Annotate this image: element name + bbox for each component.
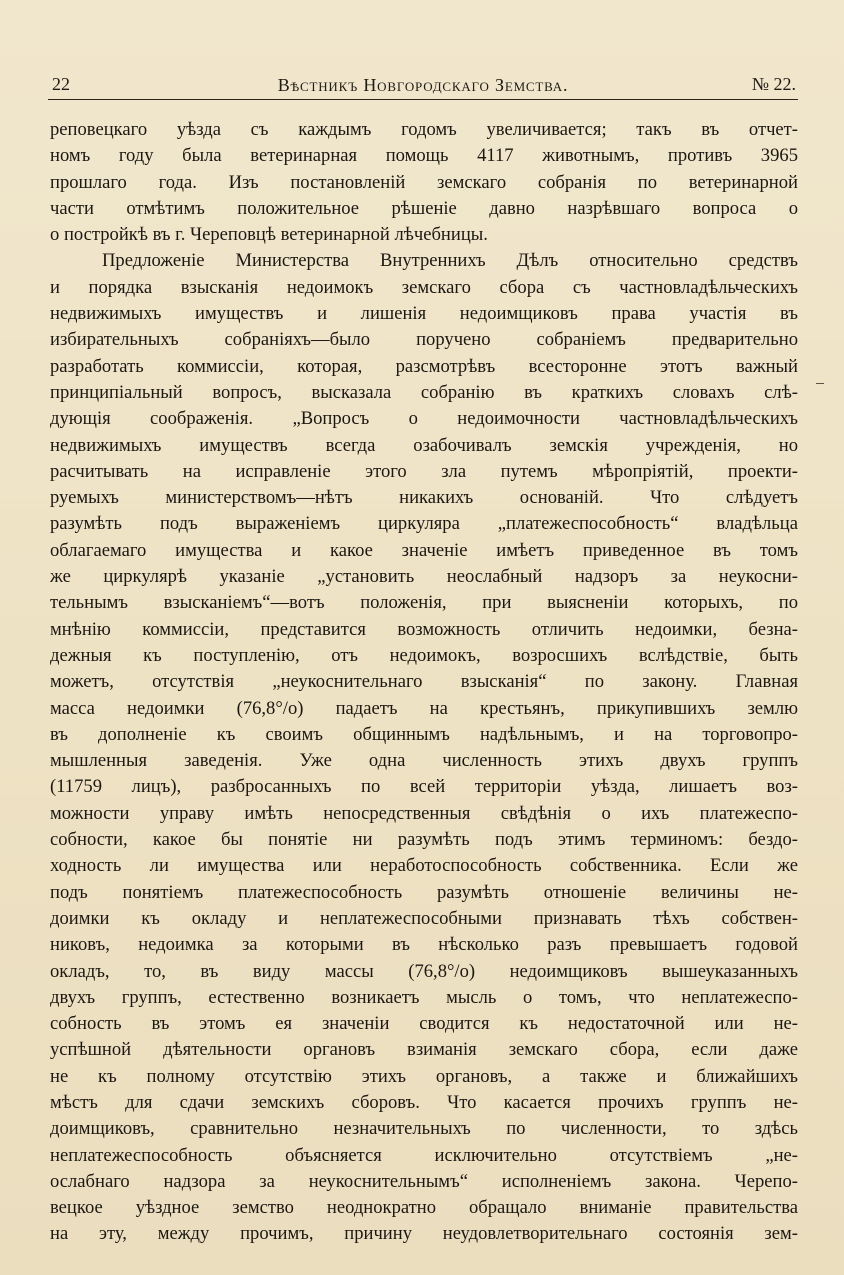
text-line: доимки къ окладу и неплатежеспособными признавать тѣхъ собствен-: [50, 907, 798, 929]
text-line: не къ полному отсутствію этихъ органовъ, а также и ближайшихъ: [50, 1065, 798, 1087]
text-line: окладъ, то, въ виду массы (76,8°/o) недоимщиковъ вышеуказанныхъ: [50, 960, 798, 982]
text-line: вецкое уѣздное земство неоднократно обращало вниманіе правительства: [50, 1197, 798, 1219]
running-header: [48, 70, 798, 100]
text-line: успѣшной дѣятельности органовъ взиманія земскаго сбора, если даже: [50, 1039, 798, 1061]
text-line: о постройкѣ въ г. Череповцѣ ветеринарной лѣчебницы.: [50, 224, 488, 246]
text-line: разумѣть подъ выраженіемъ циркуляра „платежеспособность“ владѣльца: [50, 513, 798, 535]
text-line: избирательныхъ собраніяхъ—было поручено собраніемъ предварительно: [50, 329, 798, 351]
text-line: тельнымъ взысканіемъ“—вотъ положенія, при выясненіи которыхъ, по: [50, 592, 798, 614]
text-line: двухъ группъ, естественно возникаетъ мысль о томъ, что неплатежеспо-: [50, 986, 798, 1008]
header-rule: [48, 99, 798, 100]
text-line: мнѣнію коммиссіи, представится возможность отличить недоимки, безна-: [50, 618, 798, 640]
text-line: неплатежеспособность объясняется исключительно отсутствіемъ „не-: [50, 1144, 798, 1166]
text-line: недвижимыхъ имуществъ всегда озабочивалъ земскія учрежденія, но: [50, 434, 798, 456]
text-line: (11759 лицъ), разбросанныхъ по всей территоріи уѣзда, лишаетъ воз-: [50, 776, 798, 798]
text-line: ослабнаго надзора за неукоснительнымъ“ исполненіемъ закона. Черепо-: [50, 1170, 798, 1192]
text-line: никовъ, недоимка за которыми въ нѣсколько разъ превышаетъ годовой: [50, 934, 798, 956]
journal-title: Вѣстникъ Новгородскаго Земства.: [277, 75, 569, 95]
text-line: реповецкаго уѣзда съ каждымъ годомъ увеличивается; такъ въ отчет-: [50, 119, 798, 140]
margin-mark: [816, 383, 824, 384]
text-line: можетъ, отсутствія „неукоснительнаго взысканія“ по закону. Главная: [50, 671, 798, 693]
text-line: расчитывать на исправленіе этого зла путемъ мѣропріятій, проекти-: [50, 460, 798, 482]
text-line: дующія соображенія. „Вопросъ о недоимочности частновладѣльческихъ: [50, 408, 798, 430]
text-line: номъ году была ветеринарная помощь 4117 животнымъ, противъ 3965: [50, 145, 798, 167]
text-line: и порядка взысканія недоимокъ земскаго сбора съ частновладѣльческихъ: [50, 276, 798, 298]
text-line: ходность ли имущества или неработоспособность собственника. Если же: [50, 855, 798, 877]
text-line: же циркулярѣ указаніе „установить неослабный надзоръ за неукосни-: [50, 566, 798, 588]
text-line: собности, какое бы понятіе ни разумѣть подъ этимъ терминомъ: бездо-: [50, 829, 798, 851]
text-line: руемыхъ министерствомъ—нѣтъ никакихъ основаній. Что слѣдуетъ: [50, 487, 798, 509]
text-line: облагаемаго имущества и какое значеніе имѣетъ приведенное въ томъ: [50, 539, 798, 561]
text-line: мѣстъ для сдачи земскихъ сборовъ. Что касается прочихъ группъ не-: [50, 1091, 798, 1113]
text-line: принципіальный вопросъ, высказала собранію въ краткихъ словахъ слѣ-: [50, 381, 798, 403]
text-line: недвижимыхъ имуществъ и лишенія недоимщиковъ права участія въ: [50, 303, 798, 325]
paragraph-start-line: Предложеніе Министерства Внутреннихъ Дѣлъ относительно средствъ: [102, 250, 798, 272]
issue-number: № 22.: [751, 74, 796, 94]
text-line: разработать коммиссіи, которая, разсмотрѣвъ всесторонне этотъ важный: [50, 355, 798, 377]
text-line: подъ понятіемъ платежеспособность разумѣть отношеніе величины не-: [50, 881, 798, 903]
text-line: масса недоимки (76,8°/o) падаетъ на крестьянъ, прикупившихъ землю: [50, 697, 798, 719]
page-number: 22: [52, 74, 70, 94]
body-text: [50, 117, 798, 1248]
text-line: можности управу имѣть непосредственныя свѣдѣнія о ихъ платежеспо-: [50, 802, 798, 824]
text-line: прошлаго года. Изъ постановленій земскаго собранія по ветеринарной: [50, 171, 798, 193]
text-line: части отмѣтимъ положительное рѣшеніе давно назрѣвшаго вопроса о: [50, 197, 798, 219]
text-line: въ дополненіе къ своимъ общиннымъ надѣльнымъ, и на торговопро-: [50, 723, 798, 745]
text-line: собность въ этомъ ея значеніи сводится къ недостаточной или не-: [50, 1013, 798, 1035]
text-line: доимщиковъ, сравнительно незначительныхъ по численности, то здѣсь: [50, 1118, 798, 1140]
text-line: дежныя къ поступленію, отъ недоимокъ, возросшихъ вслѣдствіе, быть: [50, 644, 798, 666]
text-line: мышленныя заведенія. Уже одна численность этихъ двухъ группъ: [50, 750, 798, 772]
text-line: на эту, между прочимъ, причину неудовлетворительнаго состоянія зем-: [50, 1223, 798, 1245]
